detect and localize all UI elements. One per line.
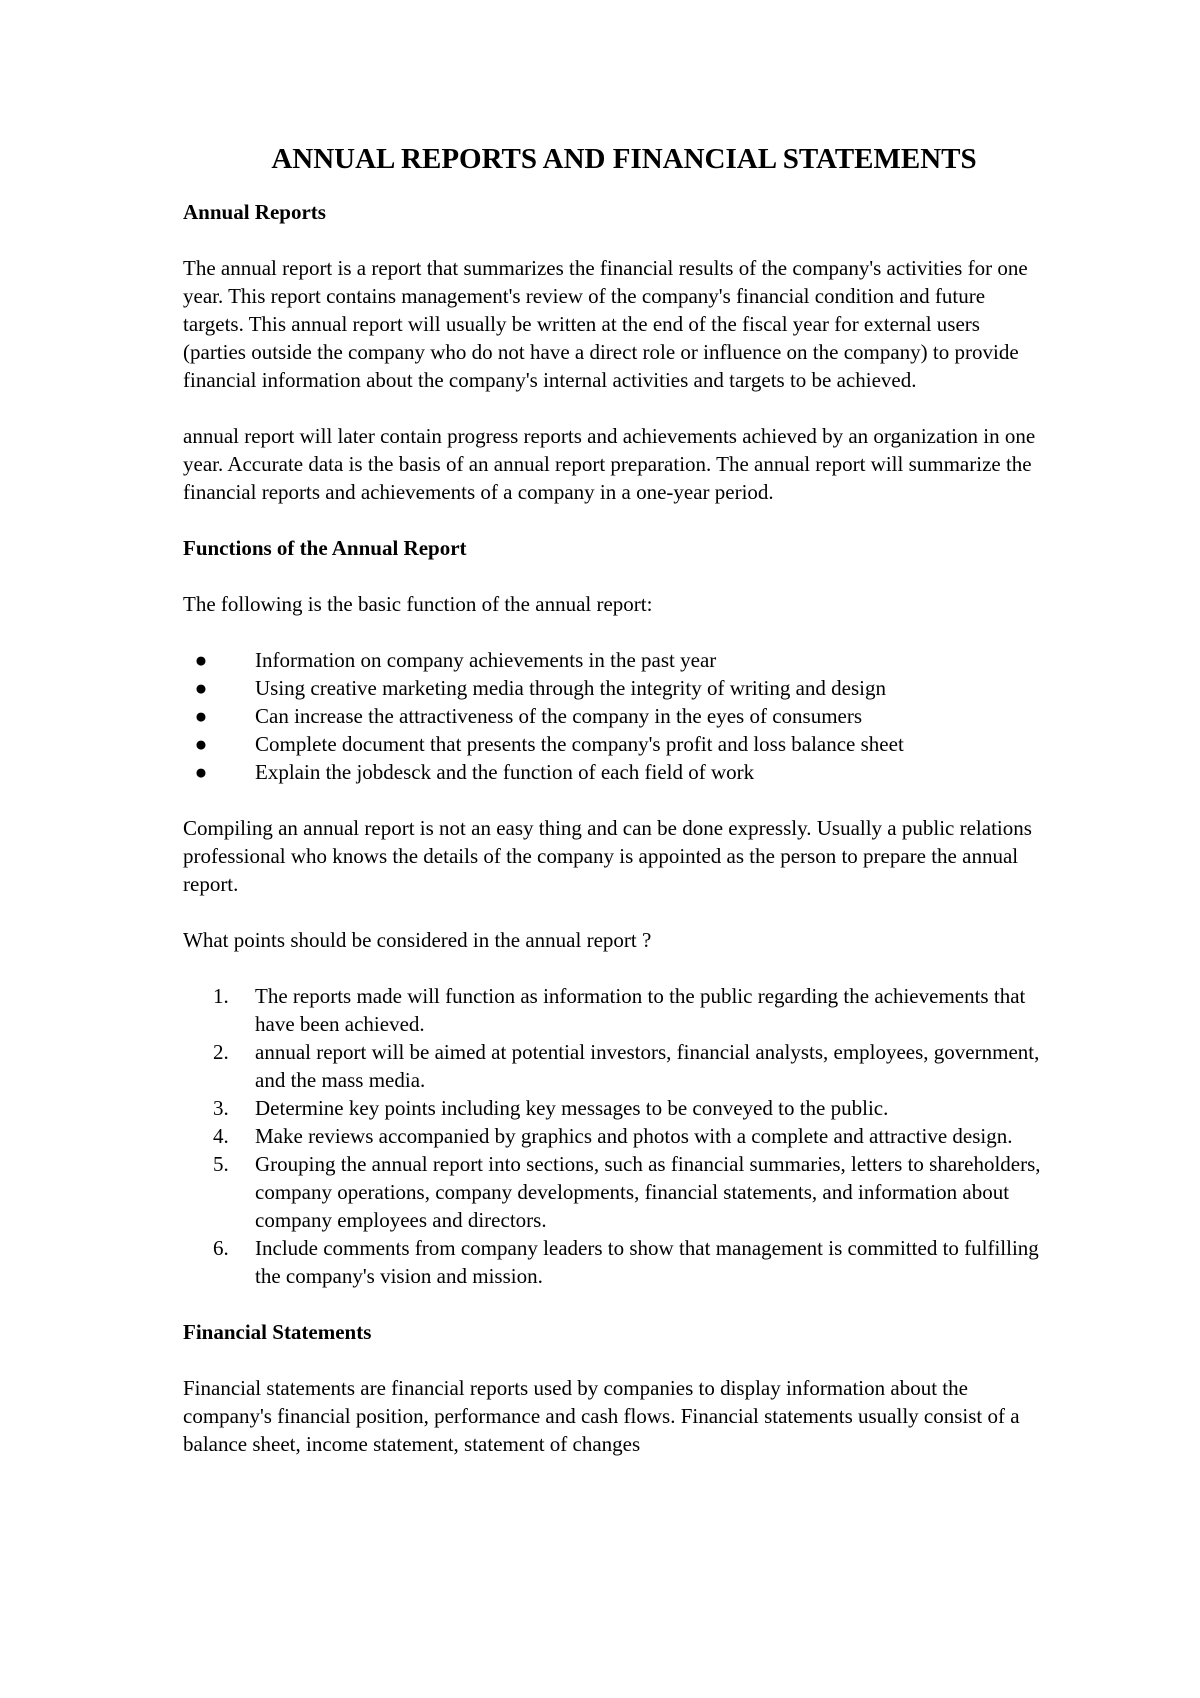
bullet-icon: ● — [194, 676, 208, 700]
heading-functions: Functions of the Annual Report — [183, 536, 467, 560]
document-content — [183, 140, 1043, 1486]
list-item-text: annual report will be aimed at potential investors, financial analysts, employees, government, and the mass media. — [255, 1040, 1040, 1092]
list-item-text: Explain the jobdesck and the function of each field of work — [255, 760, 755, 784]
list-item — [213, 1094, 1043, 1122]
list-number: 2. — [213, 1040, 229, 1064]
list-number: 6. — [213, 1236, 229, 1260]
list-item — [194, 646, 1043, 674]
paragraph-financial-statements: Financial statements are financial reports used by companies to display information about the company's financial position, performance and cash flows. Financial statements usually consist of a balance sheet, income statement, statement of changes — [183, 1376, 1020, 1456]
list-item-text: Complete document that presents the company's profit and loss balance sheet — [255, 732, 904, 756]
paragraph-annual-reports-2: annual report will later contain progress reports and achievements achieved by an organization in one year. Accurate data is the basis of an annual report preparation. The annual report will summarize the financial reports and achievements of a company in a one-year period. — [183, 424, 1036, 504]
points-numbered-list — [183, 982, 1043, 1290]
list-item-text: Grouping the annual report into sections, such as financial summaries, letters to shareholders, company operations, company developments, financial statements, and information about company employees and directors. — [255, 1152, 1041, 1232]
list-item — [194, 702, 1043, 730]
functions-bullet-list — [183, 646, 1043, 786]
paragraph-question: What points should be considered in the annual report ? — [183, 928, 652, 952]
list-number: 4. — [213, 1124, 229, 1148]
list-item-text: Information on company achievements in the past year — [255, 648, 717, 672]
list-item — [213, 1038, 1043, 1094]
list-item — [194, 730, 1043, 758]
list-item — [213, 1150, 1043, 1234]
paragraph-compiling: Compiling an annual report is not an easy thing and can be done expressly. Usually a public relations professional who knows the details of the company is appointed as the person to prepare the annual report. — [183, 816, 1032, 896]
list-item-text: Using creative marketing media through the integrity of writing and design — [255, 676, 887, 700]
bullet-icon: ● — [194, 704, 208, 728]
list-number: 5. — [213, 1152, 229, 1176]
list-item — [194, 674, 1043, 702]
list-item-text: The reports made will function as information to the public regarding the achievements that have been achieved. — [255, 984, 1026, 1036]
list-item-text: Make reviews accompanied by graphics and photos with a complete and attractive design. — [255, 1124, 1013, 1148]
list-item — [213, 1234, 1043, 1290]
list-item — [194, 758, 1043, 786]
heading-financial-statements: Financial Statements — [183, 1320, 372, 1344]
heading-annual-reports: Annual Reports — [183, 200, 326, 224]
bullet-icon: ● — [194, 732, 208, 756]
bullet-icon: ● — [194, 648, 208, 672]
list-item-text: Include comments from company leaders to show that management is committed to fulfilling the company's vision and mission. — [255, 1236, 1039, 1288]
paragraph-functions-intro: The following is the basic function of the annual report: — [183, 592, 653, 616]
list-item — [213, 1122, 1043, 1150]
list-item — [213, 982, 1043, 1038]
document-title: ANNUAL REPORTS AND FINANCIAL STATEMENTS — [271, 143, 977, 175]
list-item-text: Can increase the attractiveness of the company in the eyes of consumers — [255, 704, 863, 728]
bullet-icon: ● — [194, 760, 208, 784]
paragraph-annual-reports-1: The annual report is a report that summarizes the financial results of the company's activities for one year. This report contains management's review of the company's financial condition and future targets. This annual report will usually be written at the end of the fiscal year for external users (parties outside the company who do not have a direct role or influence on the company) to provide financial information about the company's internal activities and targets to be achieved. — [183, 256, 1028, 392]
list-number: 1. — [213, 984, 229, 1008]
list-number: 3. — [213, 1096, 229, 1120]
list-item-text: Determine key points including key messages to be conveyed to the public. — [255, 1096, 889, 1120]
